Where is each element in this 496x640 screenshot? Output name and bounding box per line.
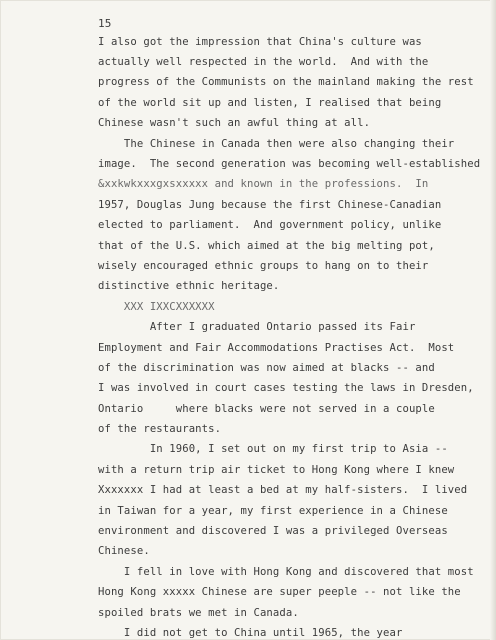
- text-line: that of the U.S. which aimed at the big melting pot,: [98, 240, 435, 252]
- text-line: environment and discovered I was a privileged Overseas: [98, 525, 448, 537]
- text-line: Chinese wasn't such an awful thing at all.: [98, 117, 371, 129]
- text-line: Hong Kong xxxxx Chinese are super peeple -- not like the: [98, 586, 461, 598]
- text-line: After I graduated Ontario passed its Fair: [98, 321, 416, 333]
- text-line: I was involved in court cases testing the laws in Dresden,: [98, 382, 474, 394]
- text-line: image. The second generation was becoming well-established: [98, 158, 481, 170]
- text-line: distinctive ethnic heritage.: [98, 280, 280, 292]
- text-line: elected to parliament. And government policy, unlike: [98, 219, 442, 231]
- page-number: 15: [98, 17, 112, 30]
- text-line: I fell in love with Hong Kong and discovered that most: [98, 566, 474, 578]
- text-line: Chinese.: [98, 545, 150, 557]
- text-line: Ontario where blacks were not served in a couple: [98, 403, 435, 415]
- text-line: of the world sit up and listen, I realised that being: [98, 97, 442, 109]
- text-line: I also got the impression that China's culture was: [98, 36, 422, 48]
- text-line: 1957, Douglas Jung because the first Chinese-Canadian: [98, 199, 442, 211]
- text-line: In 1960, I set out on my first trip to Asia --: [98, 443, 448, 455]
- text-line-struck-out: XXX IXXCXXXXXX: [98, 301, 215, 313]
- text-line: progress of the Communists on the mainland making the rest: [98, 76, 474, 88]
- text-line: spoiled brats we met in Canada.: [98, 607, 299, 619]
- text-line: Xxxxxxx I had at least a bed at my half-sisters. I lived: [98, 484, 468, 496]
- text-line: Employment and Fair Accommodations Practises Act. Most: [98, 342, 455, 354]
- text-line: of the discrimination was now aimed at blacks -- and: [98, 362, 435, 374]
- text-line: of the restaurants.: [98, 423, 222, 435]
- text-line-struck-out: &xxkwkxxxgxsxxxxx and known in the professions. In: [98, 178, 429, 190]
- text-line: wisely encouraged ethnic groups to hang on to their: [98, 260, 429, 272]
- text-line: The Chinese in Canada then were also changing their: [98, 138, 455, 150]
- text-line: actually well respected in the world. And with the: [98, 56, 429, 68]
- text-line: with a return trip air ticket to Hong Kong where I knew: [98, 464, 455, 476]
- text-line: I did not get to China until 1965, the year: [98, 627, 403, 639]
- text-line: in Taiwan for a year, my first experience in a Chinese: [98, 505, 448, 517]
